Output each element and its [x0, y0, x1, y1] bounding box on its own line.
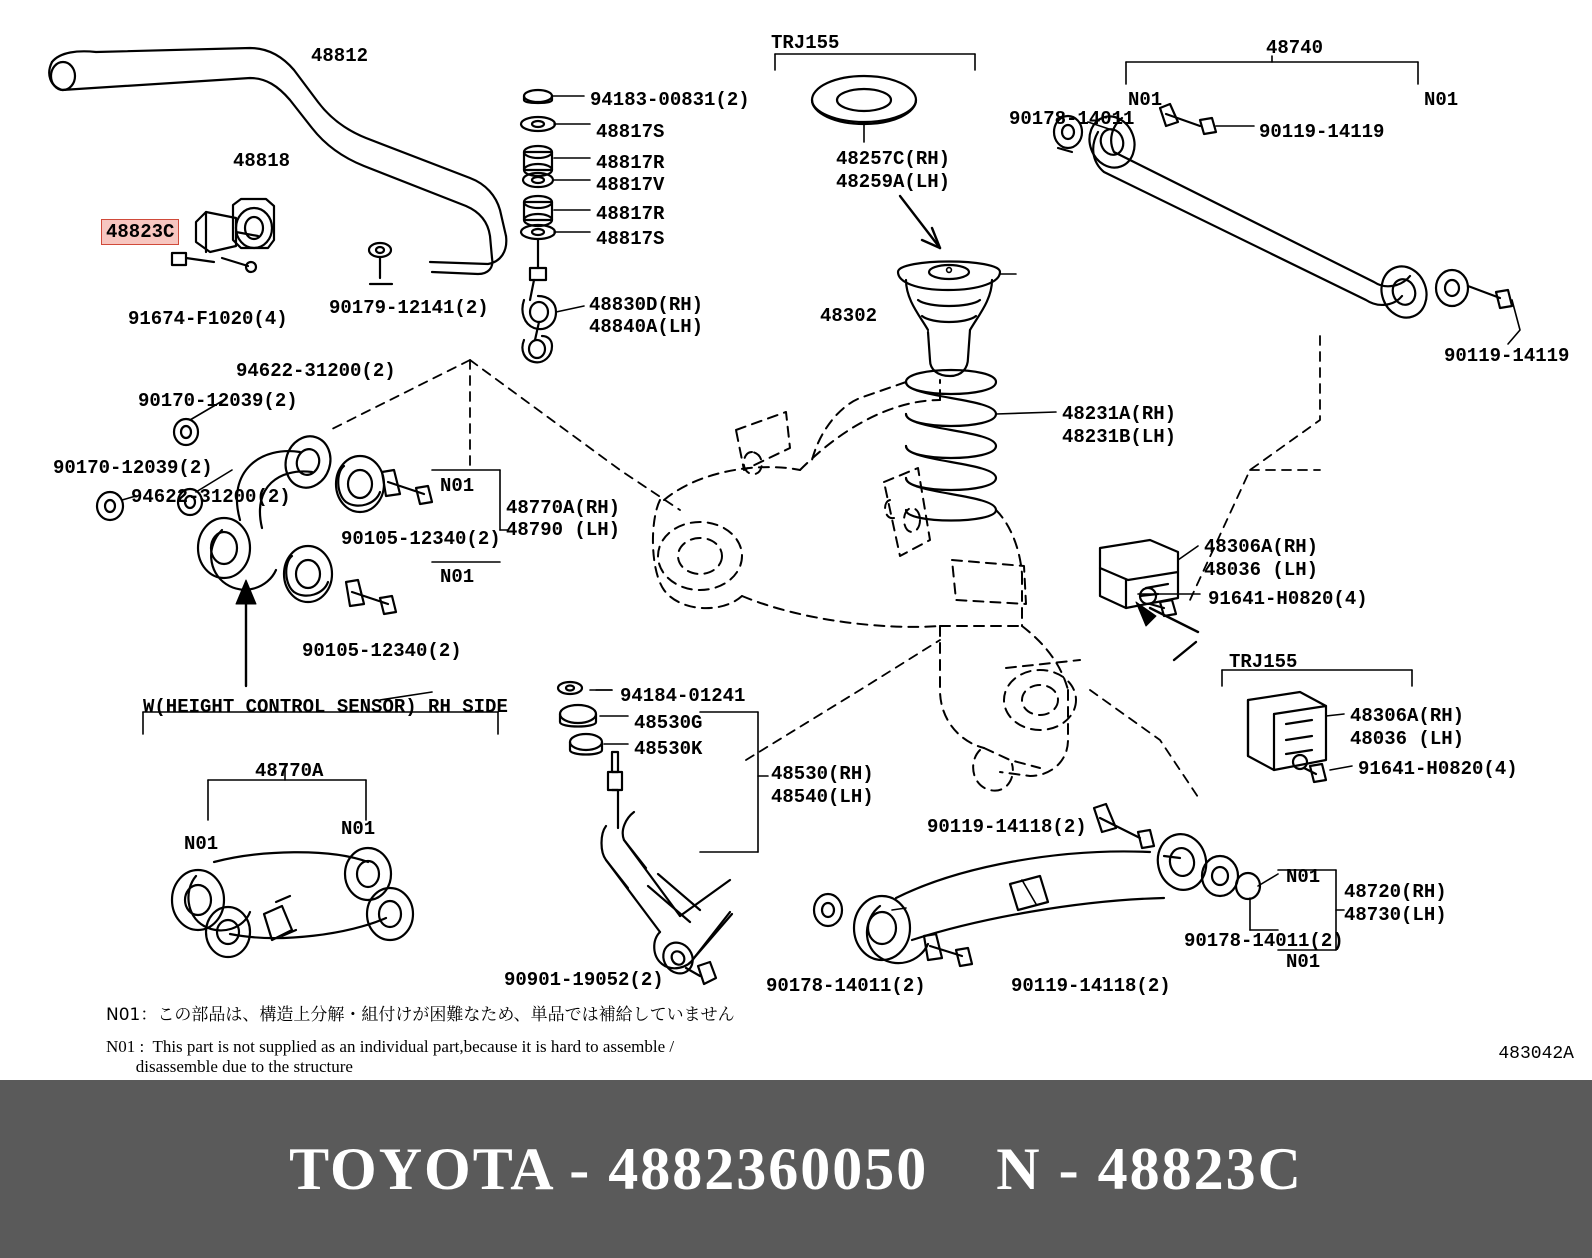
part-label-l48257c: 48257C(RH) — [836, 148, 951, 170]
part-label-l48818: 48818 — [233, 150, 291, 172]
footer-bar — [0, 1080, 1592, 1258]
part-label-l90119d: 90119-14118(2) — [927, 816, 1087, 838]
part-label-l9462231200a: 94622-31200(2) — [236, 360, 396, 382]
part-label-l48790_lh: 48790 (LH) — [506, 519, 621, 541]
highlighted-part-number: 48823C — [101, 219, 179, 245]
part-label-l48817s2: 48817S — [596, 228, 665, 250]
part-label-ln01h2: N01 — [341, 818, 376, 840]
part-label-l48530g: 48530G — [634, 712, 703, 734]
part-label-l48036_lh1: 48036 (LH) — [1204, 559, 1319, 581]
part-label-l48740: 48740 — [1266, 37, 1324, 59]
part-label-ltrj155a: TRJ155 — [771, 32, 840, 54]
note-n01-english-line1: N01 : This part is not supplied as an individual part,because it is hard to assemble / — [106, 1037, 675, 1056]
part-label-ln01top1: N01 — [1128, 89, 1163, 111]
part-label-l48817r1: 48817R — [596, 152, 665, 174]
part-label-l48530rh: 48530(RH) — [771, 763, 874, 785]
part-label-l90178a: 90178-14011 — [1009, 108, 1135, 130]
part-label-l48830d: 48830D(RH) — [589, 294, 704, 316]
part-label-ltrj155b: TRJ155 — [1229, 651, 1298, 673]
sheet-code: 483042A — [1498, 1044, 1574, 1064]
part-label-ln01h1: N01 — [184, 833, 219, 855]
part-label-l48730lh: 48730(LH) — [1344, 904, 1447, 926]
part-label-l48231b: 48231B(LH) — [1062, 426, 1177, 448]
part-label-l90170b: 90170-12039(2) — [53, 457, 213, 479]
part-label-l91641a: 91641-H0820(4) — [1208, 588, 1368, 610]
part-label-l48823c — [101, 221, 179, 243]
part-label-l48817r2: 48817R — [596, 203, 665, 225]
part-label-l90105a: 90105-12340(2) — [341, 528, 501, 550]
footer-part-text: TOYOTA - 4882360050 N - 48823C — [289, 1135, 1303, 1202]
part-label-l48817v: 48817V — [596, 174, 665, 196]
part-label-l48770a2: 48770A — [255, 760, 324, 782]
part-label-l48840a: 48840A(LH) — [589, 316, 704, 338]
part-label-l48540lh: 48540(LH) — [771, 786, 874, 808]
part-label-l48302: 48302 — [820, 305, 878, 327]
part-label-l48817s1: 48817S — [596, 121, 665, 143]
part-label-l90178c: 90178-14011(2) — [1184, 930, 1344, 952]
part-label-l90179: 90179-12141(2) — [329, 297, 489, 319]
part-label-l48231a: 48231A(RH) — [1062, 403, 1177, 425]
part-label-l90170a: 90170-12039(2) — [138, 390, 298, 412]
part-label-ln01arm1: N01 — [440, 475, 475, 497]
part-label-l90178b: 90178-14011(2) — [766, 975, 926, 997]
part-label-lheightcap: W(HEIGHT CONTROL SENSOR) RH SIDE — [143, 696, 508, 718]
part-label-l48306a_rh1: 48306A(RH) — [1204, 536, 1319, 558]
part-label-l90119b: 90119-14119 — [1444, 345, 1570, 367]
part-label-ln01lower2: N01 — [1286, 951, 1321, 973]
part-label-l48259a: 48259A(LH) — [836, 171, 951, 193]
part-label-l90105b: 90105-12340(2) — [302, 640, 462, 662]
note-n01-english-line2: disassemble due to the structure — [106, 1057, 353, 1076]
part-label-l90119a: 90119-14119 — [1259, 121, 1385, 143]
part-label-l9462231200b: 94622-31200(2) — [131, 486, 291, 508]
part-label-l48306a_rh2: 48306A(RH) — [1350, 705, 1465, 727]
part-label-ln01top2: N01 — [1424, 89, 1459, 111]
part-label-l48812: 48812 — [311, 45, 369, 67]
part-label-l90119c: 90119-14118(2) — [1011, 975, 1171, 997]
part-label-l48770a_rh: 48770A(RH) — [506, 497, 621, 519]
part-label-l90901: 90901-19052(2) — [504, 969, 664, 991]
part-label-l48036_lh2: 48036 (LH) — [1350, 728, 1465, 750]
part-label-l91641b: 91641-H0820(4) — [1358, 758, 1518, 780]
part-label-ln01arm2: N01 — [440, 566, 475, 588]
part-label-l91674: 91674-F1020(4) — [128, 308, 288, 330]
part-label-ln01lower1: N01 — [1286, 866, 1321, 888]
part-label-l48530k: 48530K — [634, 738, 703, 760]
part-label-l9418401241: 94184-01241 — [620, 685, 746, 707]
note-n01-japanese: N01：この部品は、構造上分解・組付けが困難なため、単品では補給していません — [106, 1005, 735, 1025]
part-label-l48720rh: 48720(RH) — [1344, 881, 1447, 903]
part-label-l9418300831: 94183-00831(2) — [590, 89, 750, 111]
